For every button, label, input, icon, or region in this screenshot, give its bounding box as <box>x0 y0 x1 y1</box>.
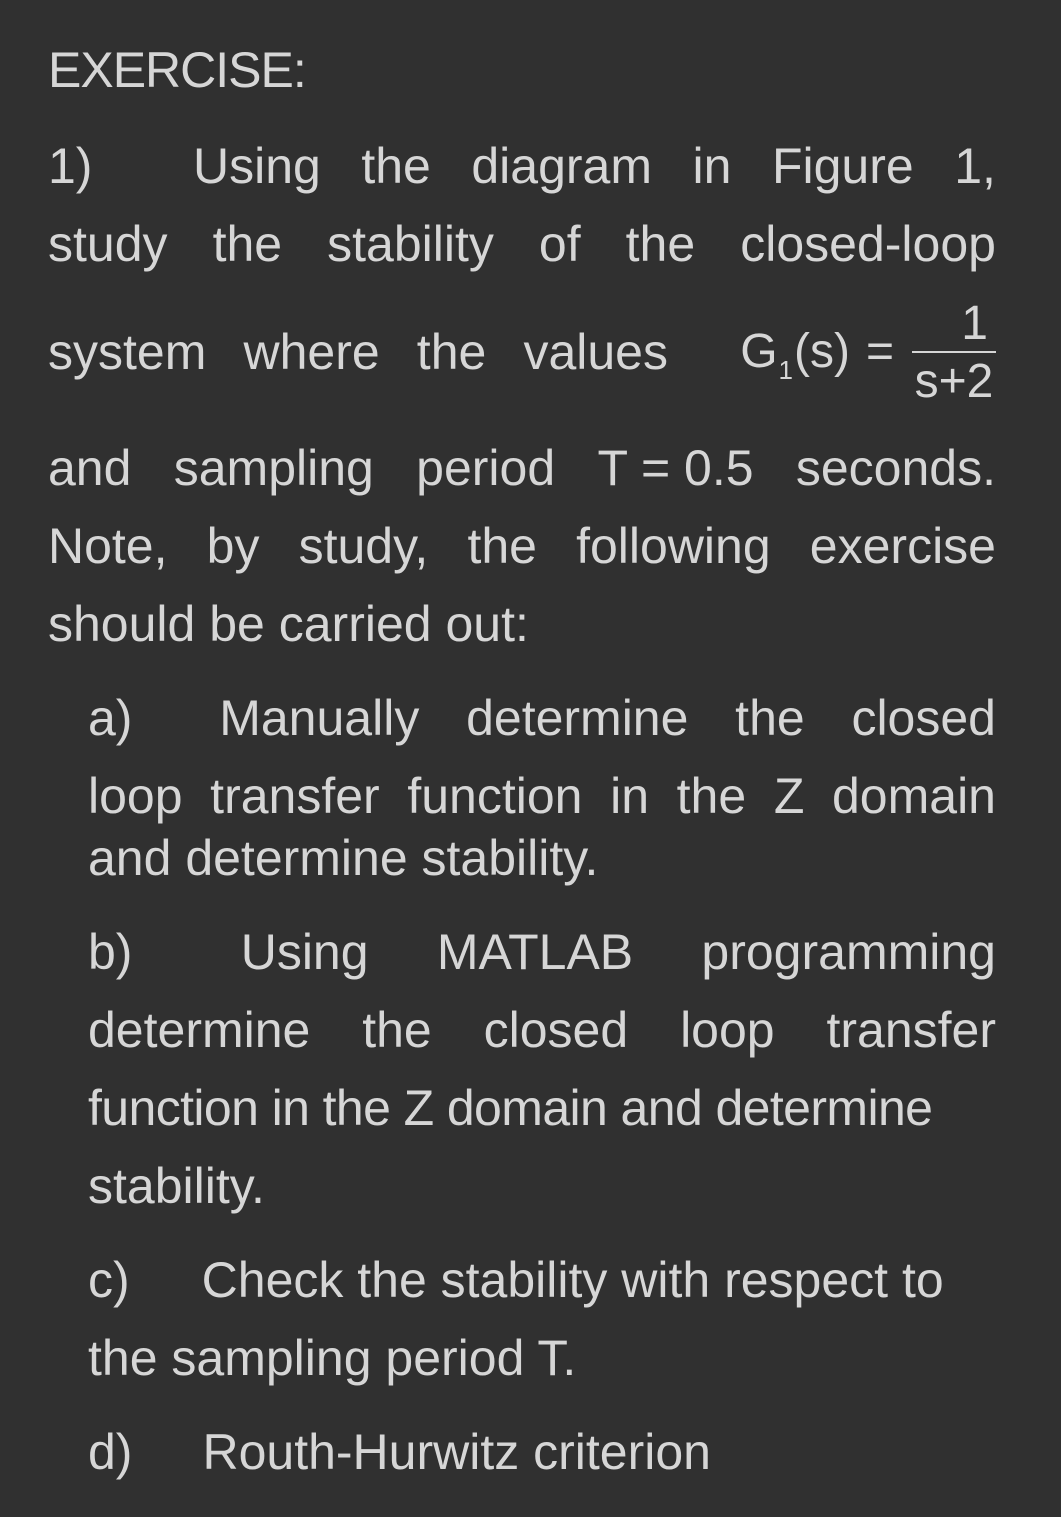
word: loop <box>88 768 183 824</box>
word: where <box>243 324 380 380</box>
part-c-marker: c) <box>88 1252 130 1308</box>
word: in <box>610 768 650 824</box>
question-1-line-6: should be carried out: <box>48 596 529 652</box>
word: sampling <box>173 440 374 496</box>
formula-fraction <box>912 297 996 411</box>
formula-function: G <box>740 325 778 378</box>
word: the <box>735 690 805 746</box>
formula-denominator: s+2 <box>914 355 994 408</box>
part-c-line-2: the sampling period T. <box>88 1330 577 1386</box>
part-b-line-4: stability. <box>88 1158 265 1214</box>
word: the <box>676 768 747 824</box>
word: and <box>48 440 132 496</box>
line-3-text <box>48 322 668 382</box>
word: transfer <box>210 768 380 824</box>
part-b-line-2 <box>88 1000 996 1060</box>
word: determine <box>466 690 689 746</box>
word: Note, <box>48 518 168 574</box>
word: transfer <box>826 1002 996 1058</box>
question-1-line-5 <box>48 516 996 576</box>
word: Figure <box>771 138 914 194</box>
question-1-line-4 <box>48 438 996 498</box>
word: Manually <box>219 690 420 746</box>
part-a-line-1 <box>88 688 996 748</box>
word: following <box>576 518 771 574</box>
word: the <box>467 518 537 574</box>
word: Using <box>240 924 369 980</box>
word: closed <box>851 690 996 746</box>
word: values <box>523 324 668 380</box>
exercise-document <box>48 0 996 1517</box>
word: seconds. <box>795 440 996 496</box>
word: domain <box>832 768 996 824</box>
exercise-heading: EXERCISE: <box>48 42 306 98</box>
word: period <box>416 440 556 496</box>
word: the <box>362 1002 432 1058</box>
word: study, <box>298 518 429 574</box>
part-b-marker: b) <box>88 924 133 980</box>
part-d-text: Routh-Hurwitz criterion <box>202 1424 711 1480</box>
word: of <box>538 216 581 272</box>
part-a-marker: a) <box>88 690 133 746</box>
formula-numerator: 1 <box>961 297 988 350</box>
part-d-line-1 <box>88 1422 996 1482</box>
word: system <box>48 324 207 380</box>
word: determine <box>88 1002 311 1058</box>
word: programming <box>701 924 996 980</box>
word: Using <box>192 138 321 194</box>
formula-argument: (s) <box>794 325 850 378</box>
word: by <box>206 518 260 574</box>
question-1-line-2 <box>48 214 996 274</box>
question-1-number: 1) <box>48 138 93 194</box>
word: study <box>48 216 168 272</box>
part-c-text: Check the stability with respect to <box>201 1252 944 1308</box>
word: the <box>416 324 487 380</box>
question-1-line-1 <box>48 136 996 196</box>
word: the <box>625 216 696 272</box>
word: exercise <box>809 518 996 574</box>
word: 1, <box>954 138 996 194</box>
sampling-period-value: T = 0.5 <box>597 440 754 496</box>
part-b-line-1 <box>88 922 996 982</box>
formula-subscript: 1 <box>778 355 793 385</box>
question-1-line-3 <box>48 292 996 412</box>
word: the <box>361 138 431 194</box>
word: loop <box>680 1002 775 1058</box>
formula-equals: = <box>865 325 894 378</box>
part-b-line-3: function in the Z domain and determine <box>88 1080 933 1136</box>
word: function <box>407 768 583 824</box>
word: MATLAB <box>436 924 634 980</box>
word: diagram <box>471 138 653 194</box>
part-a-line-3: and determine stability. <box>88 830 599 886</box>
word: stability <box>327 216 494 272</box>
part-c-line-1 <box>88 1250 996 1310</box>
word: the <box>212 216 283 272</box>
part-d-marker: d) <box>88 1424 133 1480</box>
transfer-function-formula <box>740 295 996 409</box>
part-a-line-2 <box>88 766 996 826</box>
word: closed <box>483 1002 629 1058</box>
word: closed-loop <box>740 216 996 272</box>
word: in <box>692 138 732 194</box>
word: Z <box>773 768 805 824</box>
